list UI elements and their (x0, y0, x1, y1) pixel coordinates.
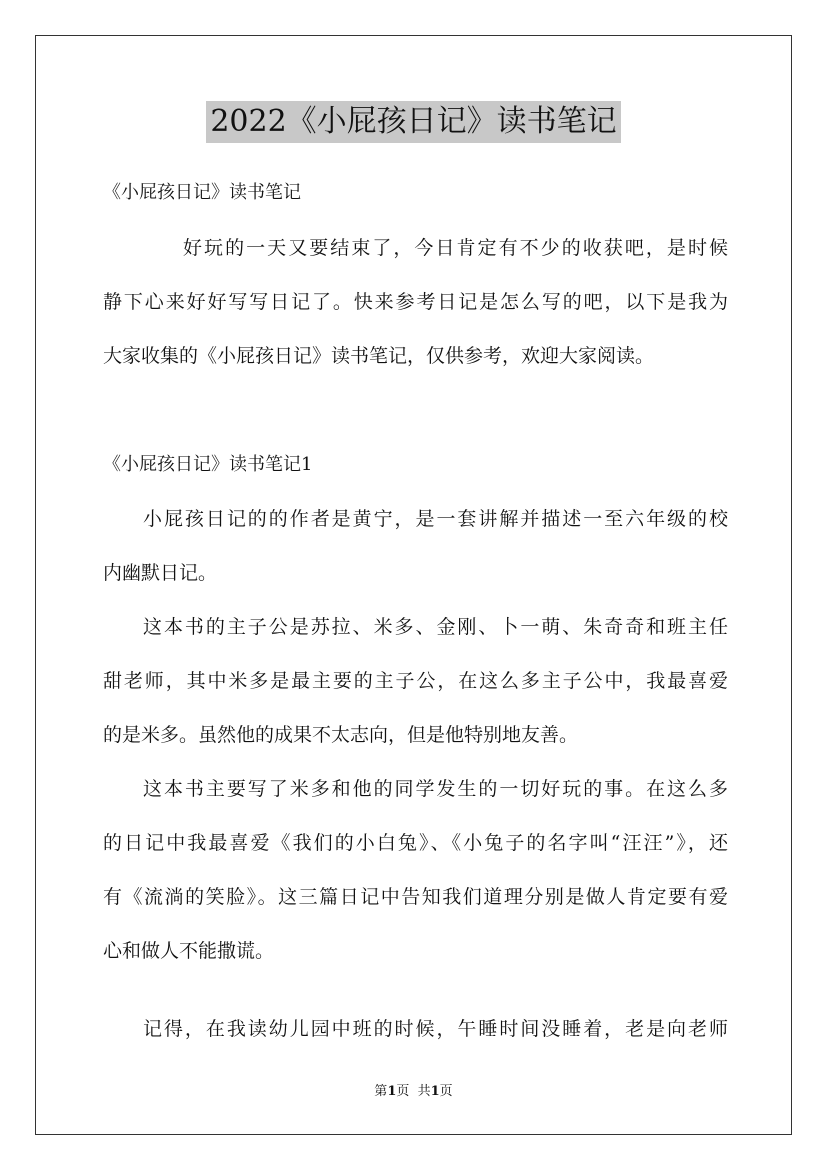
body-line-10: 记得，在我读幼儿园中班的时候，午睡时间没睡着，老是向老师 (143, 1018, 728, 1040)
footer-page-prefix: 第 (374, 1084, 388, 1099)
body-line-9: 心和做人不能撒谎。 (103, 940, 275, 962)
body-line-6: 这本书主要写了米多和他的同学发生的一切好玩的事。在这么多 (143, 778, 728, 800)
body-line-8: 有《流淌的笑脸》。这三篇日记中告知我们道理分别是做人肯定要有爱 (103, 886, 728, 908)
title-container (0, 101, 827, 143)
document-title: 2022《小屁孩日记》读书笔记 (206, 101, 620, 143)
footer-page-suffix: 页 (439, 1084, 453, 1099)
body-line-7: 的日记中我最喜爱《我们的小白兔》、《小兔子的名字叫“汪汪”》，还 (103, 832, 728, 854)
intro-line-2: 静下心来好好写写日记了。快来参考日记是怎么写的吧，以下是我为 (103, 291, 728, 313)
page-footer (0, 1083, 827, 1101)
body-line-4: 甜老师，其中米多是最主要的主子公，在这么多主子公中，我最喜爱 (103, 670, 728, 692)
body-line-3: 这本书的主子公是苏拉、米多、金刚、卜一萌、朱奇奇和班主任 (143, 616, 728, 638)
footer-page-current: 1 (387, 1084, 397, 1099)
body-line-2: 内幽默日记。 (103, 562, 218, 584)
subtitle: 《小屁孩日记》读书笔记 (103, 182, 301, 203)
section-heading: 《小屁孩日记》读书笔记1 (103, 454, 313, 475)
intro-line-3: 大家收集的《小屁孩日记》读书笔记，仅供参考，欢迎大家阅读。 (103, 345, 655, 367)
intro-line-1: 好玩的一天又要结束了，今日肯定有不少的收获吧，是时候 (183, 237, 728, 259)
body-line-1: 小屁孩日记的的作者是黄宁，是一套讲解并描述一至六年级的校 (143, 508, 728, 530)
footer-page-mid: 页 共 (396, 1084, 431, 1099)
footer-page-total: 1 (430, 1084, 440, 1099)
body-line-5: 的是米多。虽然他的成果不太志向，但是他特别地友善。 (103, 724, 579, 746)
